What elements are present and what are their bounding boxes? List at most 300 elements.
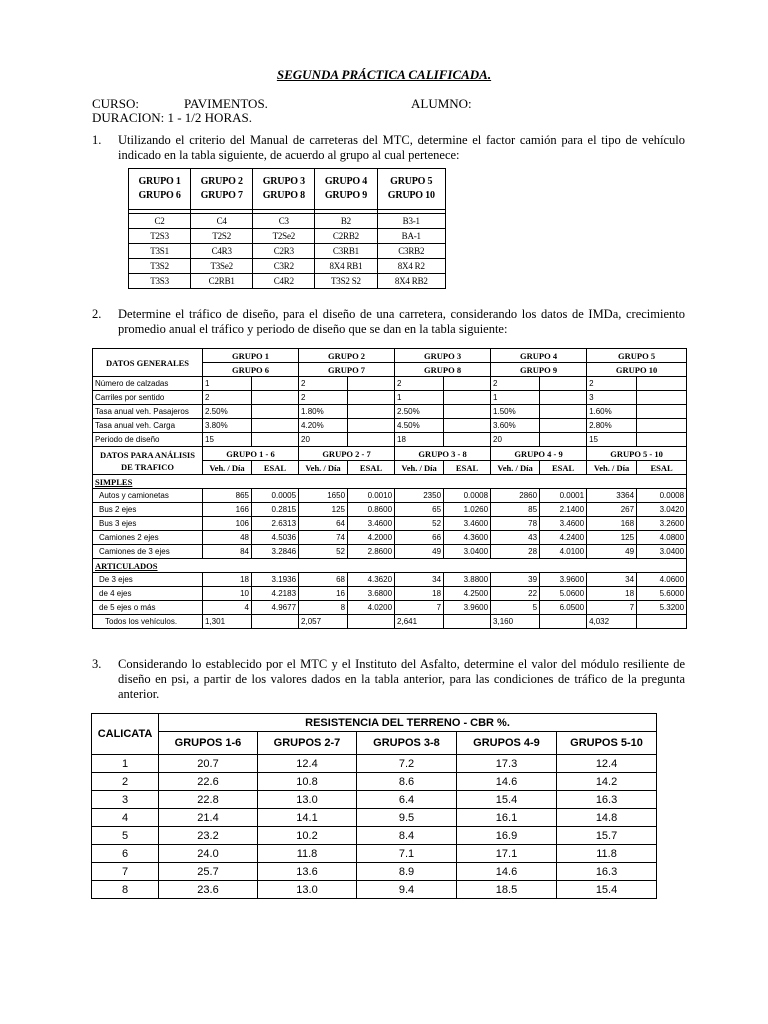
t3-cbr-cell: 13.0 <box>258 881 357 899</box>
t2-total-value: 4,032 <box>587 615 637 629</box>
t1-group-header <box>315 169 377 210</box>
table-row <box>92 755 657 773</box>
t2-esal-value: 5.3200 <box>637 601 687 615</box>
t3-calicata-cell: 4 <box>92 809 159 827</box>
t2-empty-cell <box>348 405 395 419</box>
table-row <box>93 517 687 531</box>
table-row <box>129 229 446 244</box>
t2-group-subheader: GRUPO 8 <box>395 363 491 377</box>
t2-veh-dia-value: 39 <box>491 573 540 587</box>
t2-group-header: GRUPO 4 <box>491 349 587 363</box>
t3-cbr-cell: 12.4 <box>557 755 657 773</box>
t2-veh-dia-value: 7 <box>587 601 637 615</box>
t2-veh-dia-value: 34 <box>395 573 444 587</box>
veh-dia-header: Veh. / Día <box>203 461 252 475</box>
t1-group-label: GRUPO 1 <box>138 176 181 187</box>
t2-esal-value: 0.0010 <box>348 489 395 503</box>
t2-veh-dia-value: 66 <box>395 531 444 545</box>
t1-group-header <box>253 169 315 210</box>
t3-cbr-cell: 24.0 <box>159 845 258 863</box>
table-row <box>93 419 687 433</box>
t2-veh-dia-value: 85 <box>491 503 540 517</box>
t2-empty-cell <box>252 377 299 391</box>
t2-veh-dia-value: 18 <box>587 587 637 601</box>
t3-cbr-cell: 20.7 <box>159 755 258 773</box>
t2-general-value: 2 <box>491 377 540 391</box>
t2-total-value: 2,641 <box>395 615 444 629</box>
q2-text: Determine el tráfico de diseño, para el diseño de una carretera, considerando los datos de IMDa, crecimiento promedio anual el tráfico y periodo de diseño que se dan en la tabla siguiente: <box>118 307 685 336</box>
t2-general-value: 2.50% <box>395 405 444 419</box>
t2-esal-value: 3.4600 <box>348 517 395 531</box>
esal-header: ESAL <box>252 461 299 475</box>
t1-group-header <box>377 169 446 210</box>
t2-empty-cell <box>252 615 299 629</box>
t2-veh-dia-value: 48 <box>203 531 252 545</box>
t2-esal-value: 0.2815 <box>252 503 299 517</box>
t2-general-value: 2 <box>299 377 348 391</box>
t2-empty-cell <box>540 391 587 405</box>
t3-cbr-cell: 13.0 <box>258 791 357 809</box>
t2-general-value: 1 <box>203 377 252 391</box>
t3-group-header: GRUPOS 3-8 <box>357 732 457 755</box>
t2-range-header: GRUPO 2 - 7 <box>299 447 395 461</box>
table-row <box>129 274 446 289</box>
t1-header-row <box>129 169 446 210</box>
t2-empty-cell <box>444 391 491 405</box>
t2-esal-value: 4.3620 <box>348 573 395 587</box>
t2-esal-value: 2.1400 <box>540 503 587 517</box>
t3-header-row-2 <box>92 732 657 755</box>
t2-general-value: 3.60% <box>491 419 540 433</box>
t3-calicata-cell: 5 <box>92 827 159 845</box>
t2-esal-value: 4.0200 <box>348 601 395 615</box>
t1-cell: T3S1 <box>129 244 191 259</box>
t2-veh-dia-value: 18 <box>395 587 444 601</box>
analysis-label <box>93 447 203 475</box>
t2-veh-dia-value: 52 <box>395 517 444 531</box>
t2-veh-dia-value: 2860 <box>491 489 540 503</box>
t1-cell: C2R3 <box>253 244 315 259</box>
t2-empty-cell <box>252 391 299 405</box>
t1-group-label: GRUPO 3 <box>262 176 305 187</box>
t2-general-value: 20 <box>299 433 348 447</box>
t2-esal-value: 3.0400 <box>637 545 687 559</box>
t2-veh-dia-value: 28 <box>491 545 540 559</box>
t3-calicata-cell: 8 <box>92 881 159 899</box>
t2-empty-cell <box>348 433 395 447</box>
t2-veh-dia-value: 74 <box>299 531 348 545</box>
t2-empty-cell <box>540 433 587 447</box>
page-title: SEGUNDA PRÁCTICA CALIFICADA. <box>276 67 492 82</box>
t2-esal-value: 3.1936 <box>252 573 299 587</box>
t2-vehicle-label: Bus 3 ejes <box>93 517 203 531</box>
table-row <box>93 531 687 545</box>
t3-cbr-cell: 22.8 <box>159 791 258 809</box>
t2-general-value: 1.60% <box>587 405 637 419</box>
articulados-label: ARTICULADOS <box>93 559 687 573</box>
table-row <box>93 405 687 419</box>
t3-cbr-cell: 15.4 <box>557 881 657 899</box>
t3-cbr-cell: 22.6 <box>159 773 258 791</box>
t1-cell: C3RB1 <box>315 244 377 259</box>
t1-cell: T3S2 <box>129 259 191 274</box>
t2-veh-dia-value: 1650 <box>299 489 348 503</box>
t1-cell: T2Se2 <box>253 229 315 244</box>
t2-esal-value: 3.0420 <box>637 503 687 517</box>
t2-esal-value: 4.2000 <box>348 531 395 545</box>
t2-veh-dia-value: 125 <box>587 531 637 545</box>
t3-cbr-cell: 11.8 <box>557 845 657 863</box>
veh-dia-header: Veh. / Día <box>587 461 637 475</box>
t1-cell: C2RB1 <box>191 274 253 289</box>
t2-empty-cell <box>444 377 491 391</box>
t2-general-value: 2.50% <box>203 405 252 419</box>
t1-cell: C2 <box>129 214 191 229</box>
t2-esal-value: 4.9677 <box>252 601 299 615</box>
t2-esal-value: 0.0008 <box>637 489 687 503</box>
q2-number: 2. <box>92 307 102 321</box>
t1-cell: C3R2 <box>253 259 315 274</box>
t3-calicata-cell: 7 <box>92 863 159 881</box>
t1-cell: C4R2 <box>253 274 315 289</box>
t2-group-header: GRUPO 1 <box>203 349 299 363</box>
t2-veh-dia-value: 64 <box>299 517 348 531</box>
t3-cbr-cell: 16.3 <box>557 791 657 809</box>
t1-cell: C3RB2 <box>377 244 446 259</box>
t1-group-label: GRUPO 4 <box>324 176 368 187</box>
t2-veh-dia-value: 3364 <box>587 489 637 503</box>
t2-empty-cell <box>348 419 395 433</box>
t2-veh-dia-value: 8 <box>299 601 348 615</box>
t2-vehicle-label: Bus 2 ejes <box>93 503 203 517</box>
t2-totals-row <box>93 615 687 629</box>
table-row <box>92 827 657 845</box>
esal-header: ESAL <box>444 461 491 475</box>
t2-esal-value: 0.8600 <box>348 503 395 517</box>
t2-row-label: Periodo de diseño <box>93 433 203 447</box>
t2-esal-value: 2.8600 <box>348 545 395 559</box>
t2-vehicle-label: Autos y camionetas <box>93 489 203 503</box>
t3-cbr-cell: 9.5 <box>357 809 457 827</box>
t2-range-header: GRUPO 1 - 6 <box>203 447 299 461</box>
t2-veh-dia-value: 49 <box>587 545 637 559</box>
t2-general-value: 18 <box>395 433 444 447</box>
t3-cbr-cell: 23.2 <box>159 827 258 845</box>
table-row <box>93 489 687 503</box>
t2-range-header: GRUPO 4 - 9 <box>491 447 587 461</box>
t3-cbr-cell: 11.8 <box>258 845 357 863</box>
t2-esal-value: 3.6800 <box>348 587 395 601</box>
t2-header-row-1 <box>93 349 687 363</box>
t2-empty-cell <box>637 405 687 419</box>
t2-esal-value: 4.5036 <box>252 531 299 545</box>
t3-cbr-cell: 15.4 <box>457 791 557 809</box>
t2-empty-cell <box>540 615 587 629</box>
t2-veh-dia-value: 43 <box>491 531 540 545</box>
vehicle-group-table <box>128 168 446 289</box>
table-row <box>92 845 657 863</box>
t2-esal-value: 0.0005 <box>252 489 299 503</box>
t3-calicata-cell: 3 <box>92 791 159 809</box>
articulados-row <box>93 559 687 573</box>
t2-empty-cell <box>348 391 395 405</box>
t3-calicata-cell: 2 <box>92 773 159 791</box>
t2-general-value: 15 <box>203 433 252 447</box>
esal-header: ESAL <box>540 461 587 475</box>
t3-cbr-cell: 18.5 <box>457 881 557 899</box>
t2-veh-dia-value: 106 <box>203 517 252 531</box>
t2-esal-value: 4.3600 <box>444 531 491 545</box>
t1-cell: C2RB2 <box>315 229 377 244</box>
esal-header: ESAL <box>348 461 395 475</box>
t2-esal-value: 3.2600 <box>637 517 687 531</box>
t2-empty-cell <box>444 433 491 447</box>
t2-row-label: Número de calzadas <box>93 377 203 391</box>
t3-cbr-cell: 14.6 <box>457 773 557 791</box>
t1-group-label: GRUPO 8 <box>262 190 305 201</box>
t2-empty-cell <box>540 377 587 391</box>
t2-general-value: 2 <box>395 377 444 391</box>
t2-general-value: 1.80% <box>299 405 348 419</box>
t1-cell: C3 <box>253 214 315 229</box>
t2-range-header: GRUPO 3 - 8 <box>395 447 491 461</box>
t2-total-label: Todos los vehículos. <box>93 615 203 629</box>
cbr-table <box>91 713 657 899</box>
t3-cbr-cell: 13.6 <box>258 863 357 881</box>
t1-cell: T3Se2 <box>191 259 253 274</box>
t1-cell: C4R3 <box>191 244 253 259</box>
table-row <box>129 259 446 274</box>
t1-cell: T2S3 <box>129 229 191 244</box>
t2-empty-cell <box>444 615 491 629</box>
t2-veh-dia-value: 49 <box>395 545 444 559</box>
datos-generales-label: DATOS GENERALES <box>93 349 203 377</box>
t2-general-value: 1.50% <box>491 405 540 419</box>
curso-label: CURSO: <box>92 96 139 111</box>
t3-cbr-cell: 7.1 <box>357 845 457 863</box>
curso-value: PAVIMENTOS. <box>184 96 268 111</box>
t1-group-header <box>191 169 253 210</box>
t2-empty-cell <box>444 419 491 433</box>
t3-group-header: GRUPOS 4-9 <box>457 732 557 755</box>
t1-group-label: GRUPO 6 <box>138 190 181 201</box>
table-row <box>93 601 687 615</box>
t2-veh-dia-value: 267 <box>587 503 637 517</box>
t2-veh-dia-value: 10 <box>203 587 252 601</box>
t1-cell: T3S3 <box>129 274 191 289</box>
t2-esal-value: 3.4600 <box>444 517 491 531</box>
t2-general-value: 15 <box>587 433 637 447</box>
t2-general-value: 1 <box>395 391 444 405</box>
t3-cbr-cell: 9.4 <box>357 881 457 899</box>
t3-cbr-cell: 7.2 <box>357 755 457 773</box>
t2-vehicle-label: De 3 ejes <box>93 573 203 587</box>
t1-group-label: GRUPO 5 <box>390 176 433 187</box>
veh-dia-header: Veh. / Día <box>299 461 348 475</box>
t1-cell: T2S2 <box>191 229 253 244</box>
t2-group-header: GRUPO 3 <box>395 349 491 363</box>
t1-cell: 8X4 R2 <box>377 259 446 274</box>
t3-cbr-cell: 15.7 <box>557 827 657 845</box>
duracion-text: DURACION: 1 - 1/2 HORAS. <box>92 110 252 125</box>
t2-veh-dia-value: 22 <box>491 587 540 601</box>
t2-group-subheader: GRUPO 7 <box>299 363 395 377</box>
t1-group-label: GRUPO 10 <box>387 190 435 201</box>
t3-group-header: GRUPOS 1-6 <box>159 732 258 755</box>
table-row <box>93 391 687 405</box>
t2-veh-dia-value: 125 <box>299 503 348 517</box>
t1-cell: B3-1 <box>377 214 446 229</box>
t1-cell: 8X4 RB1 <box>315 259 377 274</box>
t3-cbr-cell: 10.8 <box>258 773 357 791</box>
t3-header-row-1 <box>92 714 657 732</box>
t2-esal-value: 3.0400 <box>444 545 491 559</box>
t2-esal-value: 4.2500 <box>444 587 491 601</box>
t2-total-value: 1,301 <box>203 615 252 629</box>
t2-esal-value: 5.6000 <box>637 587 687 601</box>
t3-group-header: GRUPOS 2-7 <box>258 732 357 755</box>
t2-veh-dia-value: 4 <box>203 601 252 615</box>
t2-veh-dia-value: 865 <box>203 489 252 503</box>
t2-general-value: 2 <box>203 391 252 405</box>
t2-general-value: 4.50% <box>395 419 444 433</box>
table-row <box>92 863 657 881</box>
t2-group-subheader: GRUPO 9 <box>491 363 587 377</box>
t1-cell: BA-1 <box>377 229 446 244</box>
t2-veh-dia-value: 16 <box>299 587 348 601</box>
resistencia-header: RESISTENCIA DEL TERRENO - CBR %. <box>159 714 657 732</box>
t3-cbr-cell: 14.1 <box>258 809 357 827</box>
t2-empty-cell <box>540 405 587 419</box>
t2-general-value: 2.80% <box>587 419 637 433</box>
t2-analysis-header-1 <box>93 447 687 461</box>
t2-group-header: GRUPO 2 <box>299 349 395 363</box>
t1-cell: T3S2 S2 <box>315 274 377 289</box>
t2-esal-value: 4.0100 <box>540 545 587 559</box>
t2-esal-value: 3.8800 <box>444 573 491 587</box>
t2-general-value: 3 <box>587 391 637 405</box>
t3-group-header: GRUPOS 5-10 <box>557 732 657 755</box>
t3-cbr-cell: 8.6 <box>357 773 457 791</box>
t2-esal-value: 5.0600 <box>540 587 587 601</box>
t3-cbr-cell: 8.4 <box>357 827 457 845</box>
t2-veh-dia-value: 34 <box>587 573 637 587</box>
table-row <box>93 503 687 517</box>
t3-cbr-cell: 14.6 <box>457 863 557 881</box>
table-row <box>92 881 657 899</box>
t2-empty-cell <box>637 377 687 391</box>
t3-cbr-cell: 21.4 <box>159 809 258 827</box>
t3-cbr-cell: 10.2 <box>258 827 357 845</box>
t2-esal-value: 0.0001 <box>540 489 587 503</box>
veh-dia-header: Veh. / Día <box>491 461 540 475</box>
t2-veh-dia-value: 18 <box>203 573 252 587</box>
t2-vehicle-label: Camiones 2 ejes <box>93 531 203 545</box>
t2-esal-value: 3.2846 <box>252 545 299 559</box>
t3-cbr-cell: 12.4 <box>258 755 357 773</box>
t3-calicata-cell: 6 <box>92 845 159 863</box>
q1-number: 1. <box>92 133 102 147</box>
esal-header: ESAL <box>637 461 687 475</box>
t2-empty-cell <box>252 419 299 433</box>
t2-esal-value: 4.2400 <box>540 531 587 545</box>
table-row <box>129 244 446 259</box>
t2-veh-dia-value: 52 <box>299 545 348 559</box>
t3-cbr-cell: 16.1 <box>457 809 557 827</box>
analysis-label-line-1: DATOS PARA ANÁLISIS <box>100 449 195 460</box>
t2-general-value: 1 <box>491 391 540 405</box>
t2-veh-dia-value: 2350 <box>395 489 444 503</box>
t3-cbr-cell: 16.3 <box>557 863 657 881</box>
table-row <box>93 377 687 391</box>
traffic-data-table <box>92 348 687 629</box>
t2-esal-value: 2.6313 <box>252 517 299 531</box>
t2-range-header: GRUPO 5 - 10 <box>587 447 687 461</box>
table-row <box>92 791 657 809</box>
t2-empty-cell <box>637 419 687 433</box>
t2-total-value: 2,057 <box>299 615 348 629</box>
veh-dia-header: Veh. / Día <box>395 461 444 475</box>
table-row <box>93 587 687 601</box>
t2-general-value: 20 <box>491 433 540 447</box>
t2-vehicle-label: Camiones de 3 ejes <box>93 545 203 559</box>
t1-cell: B2 <box>315 214 377 229</box>
t2-empty-cell <box>348 377 395 391</box>
t2-row-label: Tasa anual veh. Carga <box>93 419 203 433</box>
t2-group-subheader: GRUPO 10 <box>587 363 687 377</box>
t3-cbr-cell: 16.9 <box>457 827 557 845</box>
t2-esal-value: 6.0500 <box>540 601 587 615</box>
t2-esal-value: 3.9600 <box>444 601 491 615</box>
simples-row <box>93 475 687 489</box>
t2-esal-value: 4.0800 <box>637 531 687 545</box>
t2-empty-cell <box>252 405 299 419</box>
t2-general-value: 2 <box>299 391 348 405</box>
simples-label: SIMPLES <box>93 475 687 489</box>
t1-group-label: GRUPO 7 <box>200 190 243 201</box>
t2-empty-cell <box>637 433 687 447</box>
t1-group-label: GRUPO 2 <box>200 176 243 187</box>
t2-vehicle-label: de 4 ejes <box>93 587 203 601</box>
t2-group-subheader: GRUPO 6 <box>203 363 299 377</box>
t2-esal-value: 1.0260 <box>444 503 491 517</box>
table-row <box>92 773 657 791</box>
table-row <box>93 573 687 587</box>
t2-total-value: 3,160 <box>491 615 540 629</box>
analysis-label-line-2: DE TRAFICO <box>121 461 174 472</box>
t2-empty-cell <box>444 405 491 419</box>
t2-group-header: GRUPO 5 <box>587 349 687 363</box>
t2-esal-value: 3.9600 <box>540 573 587 587</box>
t2-empty-cell <box>637 391 687 405</box>
q1-text: Utilizando el criterio del Manual de carreteras del MTC, determine el factor camión para el tipo de vehículo indicado en la tabla siguiente, de acuerdo al grupo al cual pertenece: <box>118 133 685 162</box>
t2-esal-value: 4.2183 <box>252 587 299 601</box>
table-row <box>129 214 446 229</box>
t2-esal-value: 0.0008 <box>444 489 491 503</box>
t3-cbr-cell: 14.2 <box>557 773 657 791</box>
t3-cbr-cell: 8.9 <box>357 863 457 881</box>
t1-group-label: GRUPO 9 <box>324 190 368 201</box>
t1-group-header <box>129 169 191 210</box>
t2-esal-value: 3.4600 <box>540 517 587 531</box>
q3-text: Considerando lo establecido por el MTC y el Instituto del Asfalto, determine el valor del módulo resiliente de diseño en psi, a partir de los valores dados en la tabla anterior, para las condiciones de tráfico de la pregunta anterior. <box>118 657 685 701</box>
t2-general-value: 3.80% <box>203 419 252 433</box>
t2-veh-dia-value: 168 <box>587 517 637 531</box>
t2-empty-cell <box>348 615 395 629</box>
table-row <box>93 433 687 447</box>
calicata-header: CALICATA <box>92 714 159 755</box>
t2-veh-dia-value: 166 <box>203 503 252 517</box>
